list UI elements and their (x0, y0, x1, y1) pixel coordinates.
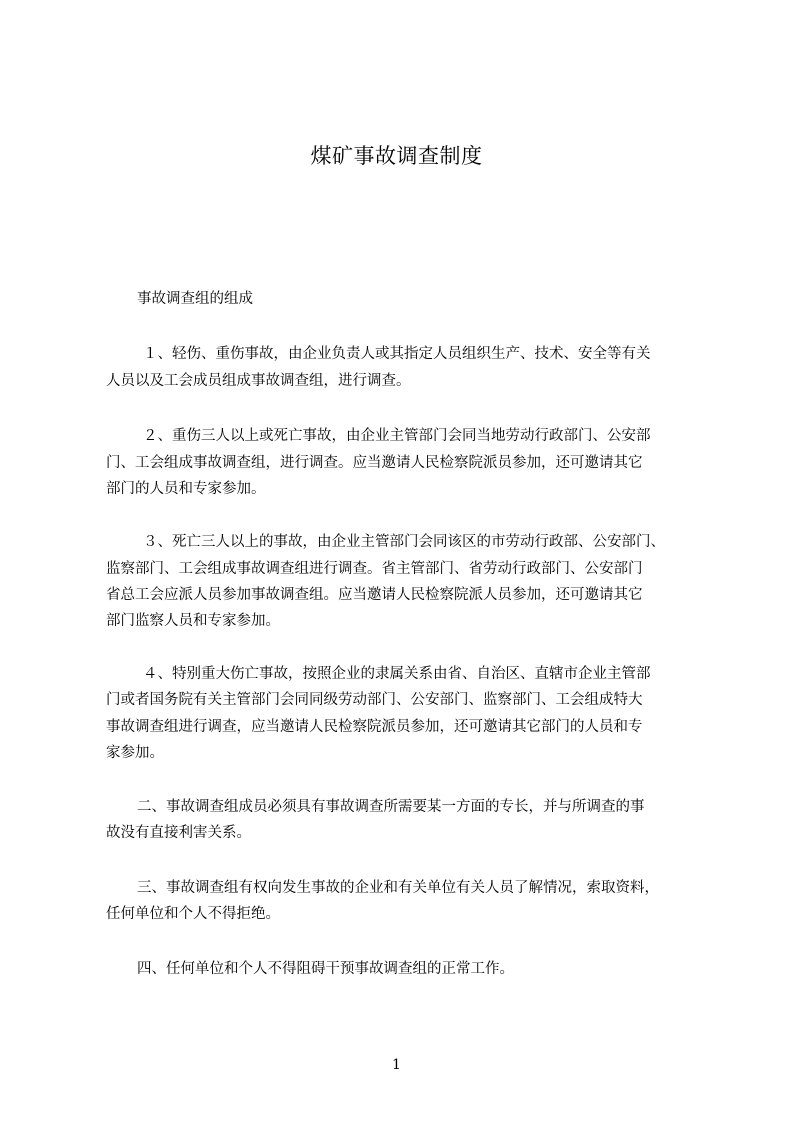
paragraph-line: 家参加。 (106, 745, 164, 761)
paragraph-line: ２、重伤三人以上或死亡事故，由企业主管部门会同当地劳动行政部门、公安部 (143, 428, 651, 444)
page-number: 1 (392, 1057, 401, 1073)
paragraph-line: 部门监察人员和专家参加。 (106, 613, 280, 629)
paragraph-line: 门、工会组成事故调查组，进行调查。应当邀请人民检察院派员参加，还可邀请其它 (106, 455, 643, 471)
paragraph-line: 任何单位和个人不得拒绝。 (106, 906, 280, 922)
paragraph-line: 故没有直接利害关系。 (106, 825, 251, 841)
section-heading: 事故调查组的组成 (137, 291, 253, 307)
paragraph-line: ４、特别重大伤亡事故，按照企业的隶属关系由省、自治区、直辖市企业主管部 (143, 666, 651, 682)
page-title: 煤矿事故调查制度 (310, 144, 483, 168)
paragraph-line: 人员以及工会成员组成事故调查组，进行调查。 (106, 373, 411, 389)
paragraph-line: 二、事故调查组成员必须具有事故调查所需要某一方面的专长，并与所调查的事 (137, 799, 645, 815)
paragraph-line: １、轻伤、重伤事故，由企业负责人或其指定人员组织生产、技术、安全等有关 (143, 346, 651, 362)
paragraph-line: 四、任何单位和个人不得阻碍干预事故调查组的正常工作。 (137, 961, 514, 977)
paragraph-line: 部门的人员和专家参加。 (106, 481, 266, 497)
paragraph-line: 三、事故调查组有权向发生事故的企业和有关单位有关人员了解情况，索取资料， (137, 880, 659, 896)
paragraph-line: 监察部门、工会组成事故调查组进行调查。省主管部门、省劳动行政部门、公安部门 (106, 561, 643, 577)
paragraph-line: 门或者国务院有关主管部门会同同级劳动部门、公安部门、监察部门、工会组成特大 (106, 692, 643, 708)
paragraph-line: 事故调查组进行调查，应当邀请人民检察院派员参加，还可邀请其它部门的人员和专 (106, 719, 643, 735)
paragraph-line: 省总工会应派人员参加事故调查组。应当邀请人民检察院派人员参加，还可邀请其它 (106, 587, 643, 603)
paragraph-line: ３、死亡三人以上的事故，由企业主管部门会同该区的市劳动行政部、公安部门、 (143, 534, 665, 550)
